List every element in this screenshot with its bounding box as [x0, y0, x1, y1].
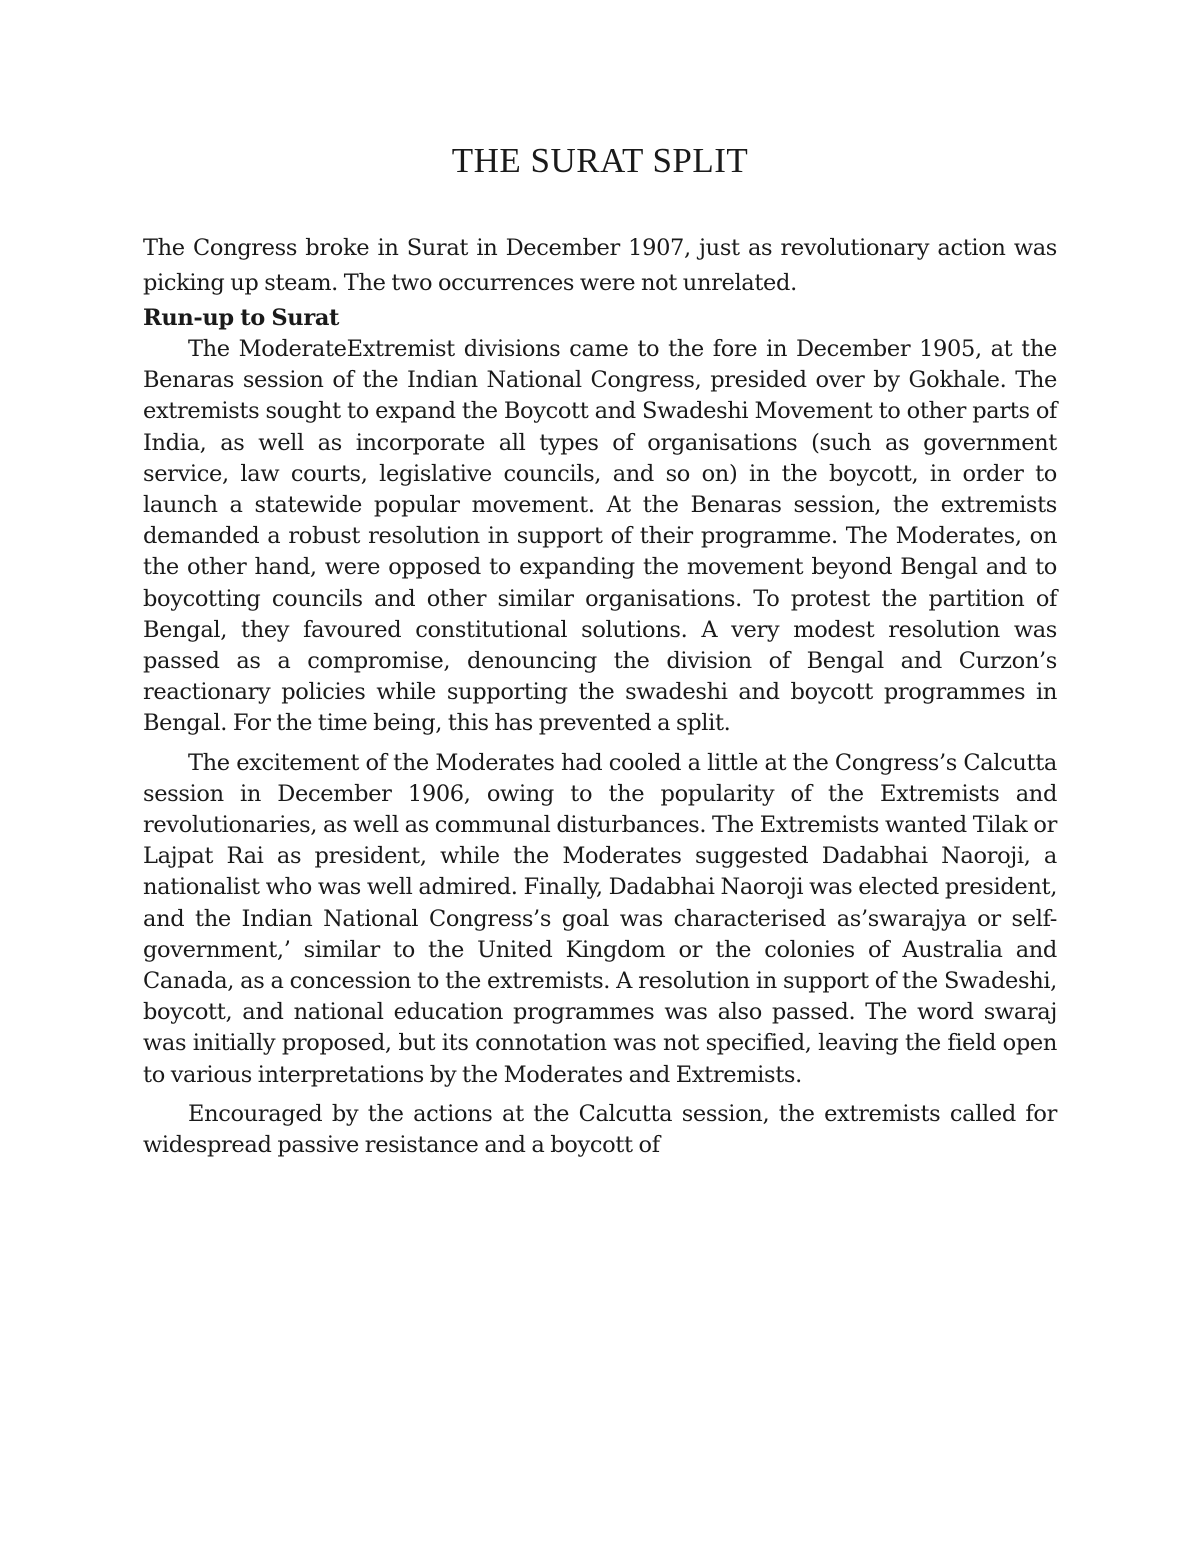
section-heading: Run-up to Surat [143, 305, 340, 331]
paragraph-passive-resistance: Encouraged by the actions at the Calcutta session, the extremists called for widespread passive resistance and a boycott of [143, 1100, 1057, 1159]
page-title: THE SURAT SPLIT [451, 141, 749, 180]
paragraph-calcutta-session: The excitement of the Moderates had cooled a little at the Congress’s Calcutta session in December 1906, owing to the popularity of the Extremists and revolutionaries, as well as communal disturbances. The Extremists wanted Tilak or Lajpat Rai as president, while the Moderates suggested Dadabhai Naoroji, a nationalist who was well admired. Finally, Dadabhai Naoroji was elected president, and the Indian National Congress’s goal was characterised as’swarajya or self-government,’ similar to the United Kingdom or the colonies of Australia and Canada, as a concession to the extremists. A resolution in support of the Swadeshi, boycott, and national education programmes was also passed. The word swaraj was initially proposed, but its connotation was not specified, leaving the field open to various interpretations by the Moderates and Extremists. [143, 749, 1057, 1088]
intro-paragraph: The Congress broke in Surat in December 1907, just as revolutionary action was picking up steam. The two occurrences were not unrelated. [143, 235, 1057, 296]
paragraph-benaras-session: The ModerateExtremist divisions came to the fore in December 1905, at the Benaras session of the Indian National Congress, presided over by Gokhale. The extremists sought to expand the Boycott and Swadeshi Movement to other parts of India, as well as incorporate all types of organisations (such as government service, law courts, legislative councils, and so on) in the boycott, in order to launch a statewide popular movement. At the Benaras session, the extremists demanded a robust resolution in support of their programme. The Moderates, on the other hand, were opposed to expanding the movement beyond Bengal and to boycotting councils and other similar organisations. To protest the partition of Bengal, they favoured constitutional solutions. A very modest resolution was passed as a compromise, denouncing the division of Bengal and Curzon’s reactionary policies while supporting the swadeshi and boycott programmes in Bengal. For the time being, this has prevented a split. [143, 336, 1057, 737]
document-body [143, 231, 1057, 1161]
